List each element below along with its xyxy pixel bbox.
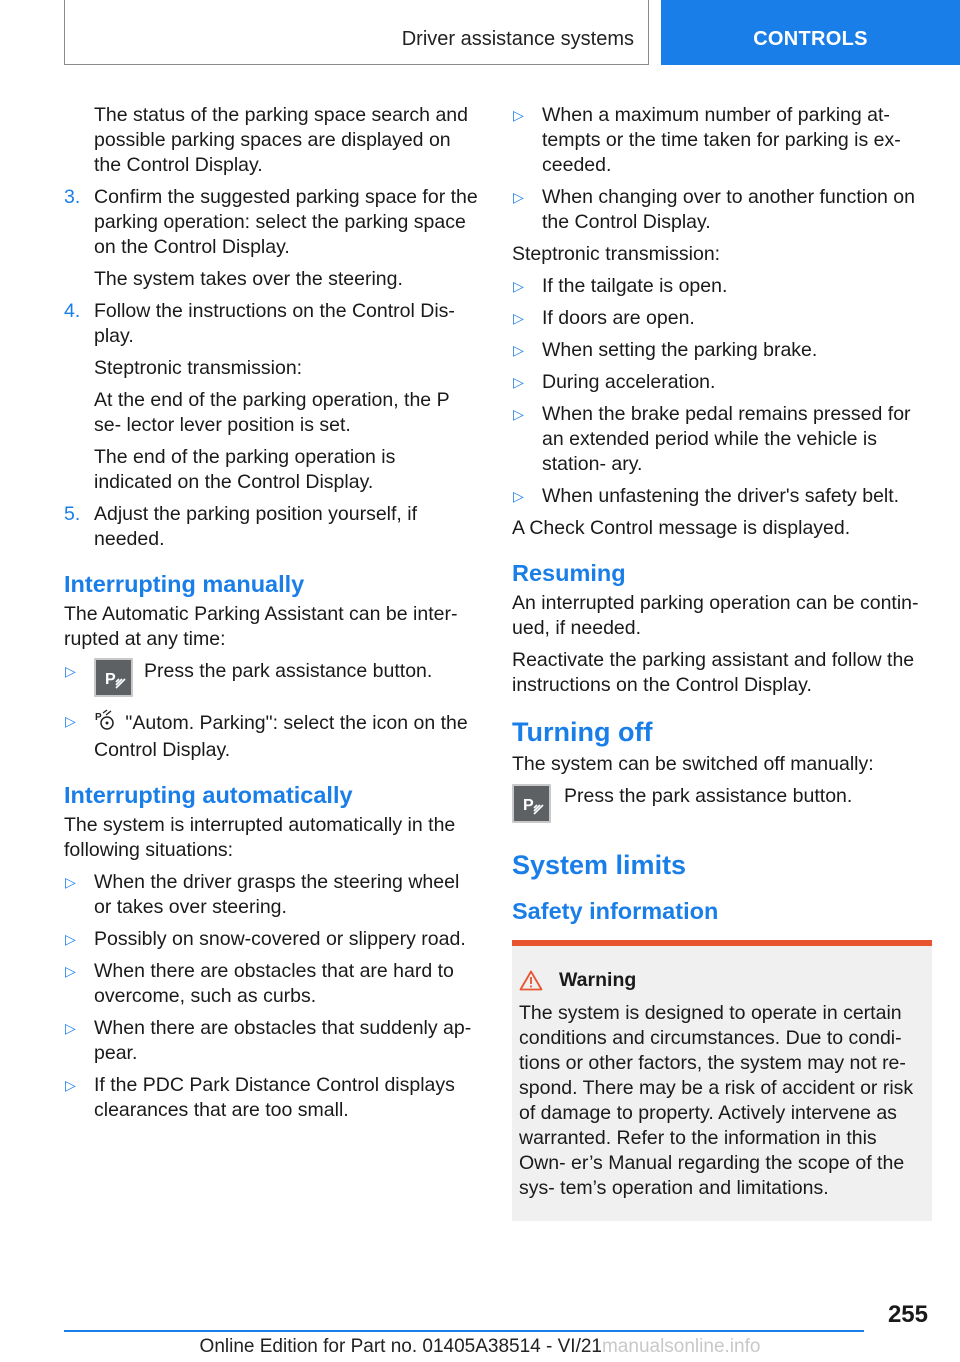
warning-text: The system is designed to operate in certain conditions and circumstances. Due to condi- tions or other factors, the system may not re- spond. There may be a risk of accident or risk of damage to property. Actively intervene as warranted. Refer to the information in this Own- er’s Manual regarding the scope of the sys- tem’s operation and limitations. [519,1002,914,1199]
heading-resuming: Resuming [512,560,626,586]
step-text: Confirm the suggested parking space for the parking operation: select the parking space on the Control Display. [94,186,478,258]
footer-edition-text: Online Edition for Part no. 01405A38514 - VI/21 [199,1336,602,1357]
steptronic-label: Steptronic transmission: [512,243,721,265]
heading-safety-information: Safety information [512,898,719,924]
list-item [64,709,478,763]
list-item-text: During acceleration. [542,371,716,393]
list-item-text: If the tailgate is open. [542,275,728,297]
warning-triangle-icon [519,970,543,991]
triangle-bullet-icon: ▷ [65,1020,76,1036]
list-item [64,1016,478,1066]
resuming-paragraph: Reactivate the parking assistant and follow the instructions on the Control Display. [512,649,915,696]
list-item [512,185,932,235]
check-control-note: A Check Control message is displayed. [512,517,851,539]
triangle-bullet-icon: ▷ [65,931,76,947]
triangle-bullet-icon: ▷ [513,342,524,358]
list-item [512,402,932,477]
turnoff-instruction-text: Press the park assistance button. [564,785,853,807]
triangle-bullet-icon: ▷ [513,189,524,205]
warning-box [512,940,932,1221]
heading-system-limits: System limits [512,850,687,880]
manual-intro: The Automatic Parking Assistant can be inter- rupted at any time: [64,603,458,650]
right-column [512,103,932,1221]
warning-title-text: Warning [559,969,637,991]
auto-intro: The system is interrupted automatically in the following situations: [64,814,456,861]
list-item-text: When the driver grasps the steering wheel or takes over steering. [94,871,460,918]
list-item [64,870,478,920]
step-text: Adjust the parking position yourself, if needed. [94,503,418,550]
triangle-bullet-icon: ▷ [65,1077,76,1093]
list-item [512,306,932,331]
list-item-text: If the PDC Park Distance Control displays clearances that are too small. [94,1074,455,1121]
footer-edition [0,1336,960,1358]
triangle-bullet-icon: ▷ [65,963,76,979]
header-tab-label: CONTROLS [753,28,868,50]
step-4-note: At the end of the parking operation, the P se- lector lever position is set. [94,389,450,436]
svg-text:P: P [523,797,534,814]
list-item-text: Press the park assistance button. [144,660,433,682]
step-4-note: The end of the parking operation is indicated on the Control Display. [94,446,396,493]
list-item-text: When the brake pedal remains pressed for an extended period while the vehicle is station- ary. [542,403,911,475]
svg-text:P: P [95,712,102,723]
list-item-text: Possibly on snow-covered or slippery road. [94,928,466,950]
turnoff-instruction [512,784,932,826]
list-item [64,959,478,1009]
list-item-text: When a maximum number of parking at- tempts or the time taken for parking is ex- ceeded. [542,104,901,176]
step-text: Follow the instructions on the Control Dis- play. [94,300,455,347]
step-4 [64,299,478,349]
park-assist-button-icon [94,658,133,697]
intro-paragraph: The status of the parking space search and possible parking spaces are displayed on the Control Display. [94,104,468,176]
page-number: 255 [887,1301,928,1328]
triangle-bullet-icon: ▷ [513,488,524,504]
list-item [512,338,932,363]
step-3 [64,185,478,260]
footer-divider [64,1330,864,1332]
step-4-note: Steptronic transmission: [94,357,303,379]
resuming-paragraph: An interrupted parking operation can be contin- ued, if needed. [512,592,919,639]
warning-title [519,968,924,993]
step-number: 3. [64,186,81,208]
step-3-note: The system takes over the steering. [94,268,403,290]
step-5 [64,502,478,552]
heading-interrupting-manually: Interrupting manually [64,571,305,597]
step-number: 4. [64,300,81,322]
list-item [64,927,478,952]
triangle-bullet-icon: ▷ [65,874,76,890]
triangle-bullet-icon: ▷ [513,406,524,422]
list-item [512,103,932,178]
left-column [64,103,478,1130]
triangle-bullet-icon: ▷ [513,310,524,326]
triangle-bullet-icon: ▷ [513,278,524,294]
triangle-bullet-icon: ▷ [65,663,76,679]
header-section-title: Driver assistance systems [401,28,634,50]
footer-watermark: manualsonline.info [601,1336,761,1357]
list-item-text: When setting the parking brake. [542,339,818,361]
list-item-text: If doors are open. [542,307,695,329]
step-number: 5. [64,503,81,525]
turnoff-paragraph: The system can be switched off manually: [512,753,874,775]
list-item-text: "Autom. Parking": select the icon on the Control Display. [94,712,468,761]
list-item-text: When unfastening the driver's safety belt. [542,485,900,507]
triangle-bullet-icon: ▷ [513,107,524,123]
heading-interrupting-automatically: Interrupting automatically [64,782,353,808]
list-item [512,484,932,509]
park-assist-button-icon [512,784,551,823]
list-item-text: When there are obstacles that suddenly ap- pear. [94,1017,472,1064]
triangle-bullet-icon: ▷ [513,374,524,390]
list-item [512,370,932,395]
list-item [64,659,478,701]
header-tab[interactable] [661,0,960,65]
header-section-box [64,0,649,65]
svg-text:P: P [105,671,116,688]
autom-parking-icon [94,709,120,738]
heading-turning-off: Turning off [512,717,653,747]
list-item [64,1073,478,1123]
triangle-bullet-icon: ▷ [65,713,76,729]
list-item-text: When changing over to another function on the Control Display. [542,186,915,233]
list-item [512,274,932,299]
list-item-text: When there are obstacles that are hard to overcome, such as curbs. [94,960,454,1007]
